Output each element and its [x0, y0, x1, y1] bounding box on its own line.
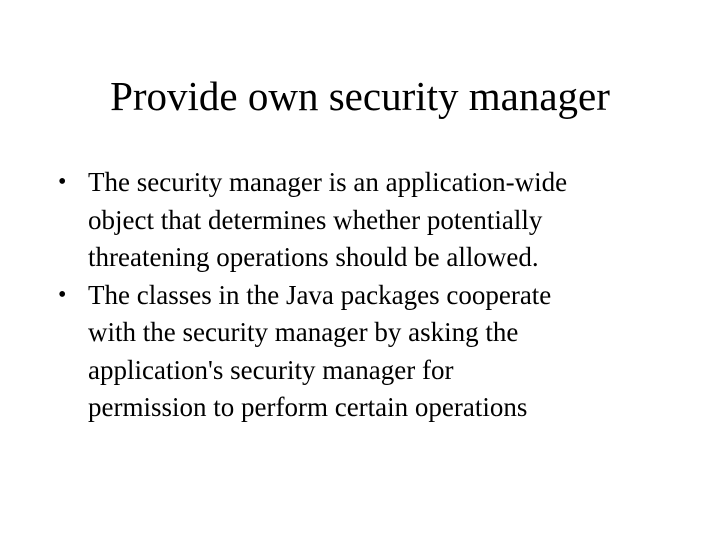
bullet-list: [56, 164, 676, 427]
bullet-text-line: application's security manager for: [88, 354, 454, 385]
bullet-text-line: with the security manager by asking the: [88, 317, 519, 347]
bullet-text-line: The security manager is an application-wide: [88, 167, 568, 197]
bullet-text-line: The classes in the Java packages cooperate: [88, 279, 552, 310]
bullet-text-line: permission to perform certain operations: [88, 392, 528, 422]
slide-title: Provide own security manager: [110, 73, 610, 119]
bullet-text-line: threatening operations should be allowed.: [88, 242, 539, 272]
bullet-icon: •: [58, 169, 67, 195]
bullet-item: [56, 277, 676, 427]
bullet-text-line: object that determines whether potentially: [88, 204, 543, 235]
bullet-item: [56, 164, 676, 277]
bullet-icon: •: [58, 281, 67, 308]
